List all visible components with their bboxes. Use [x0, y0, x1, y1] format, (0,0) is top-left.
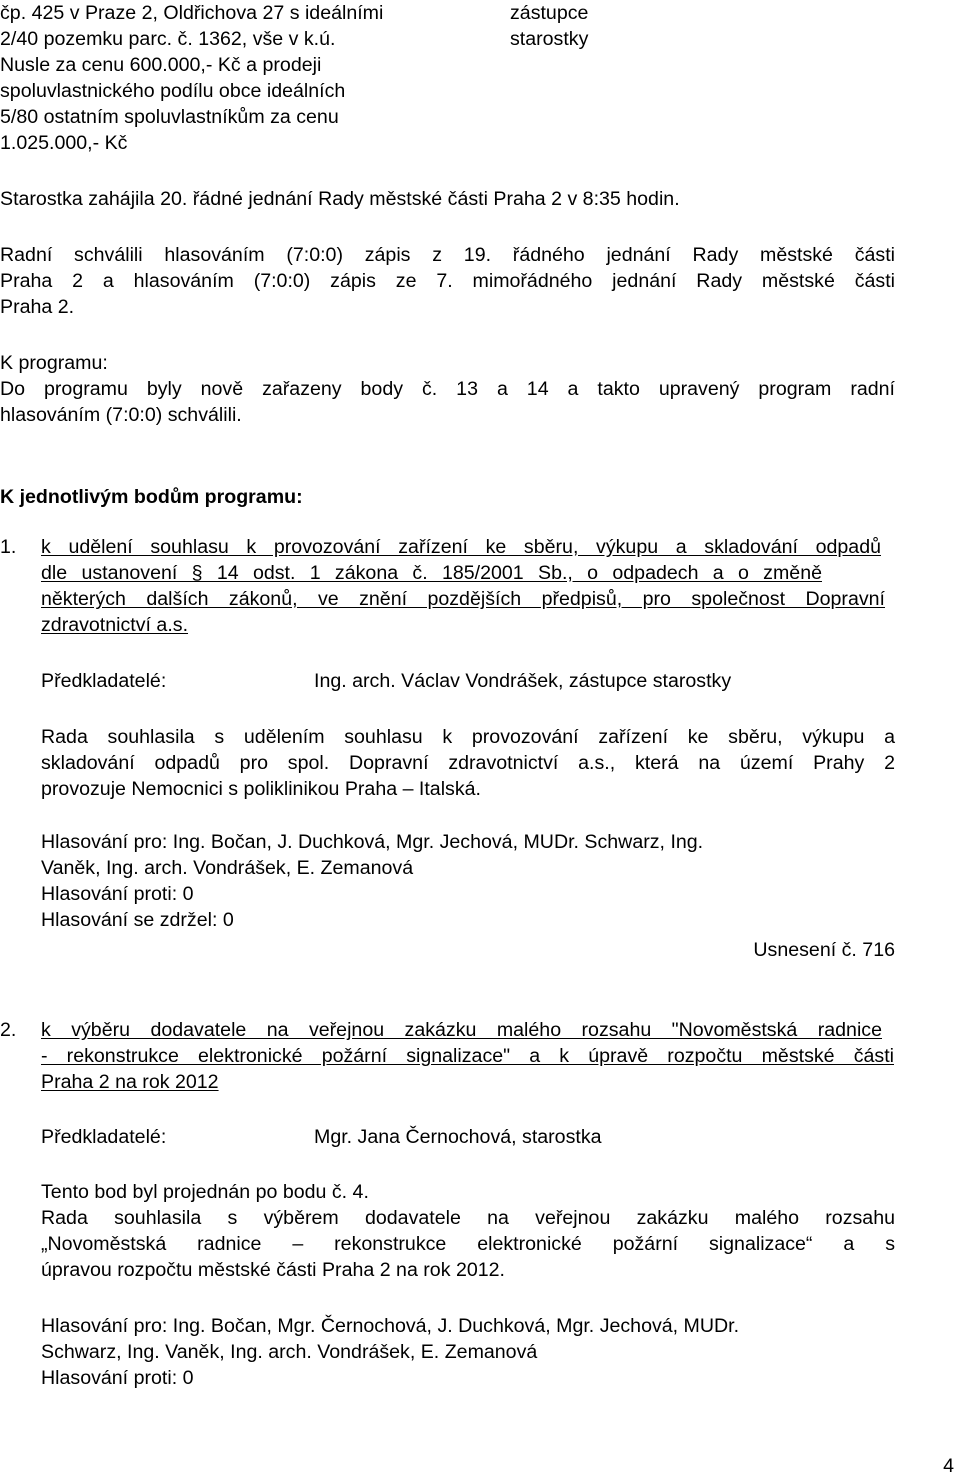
item2-number: 2.	[0, 1019, 17, 1041]
top-right-line: zástupce	[510, 2, 589, 24]
item2-note: Tento bod byl projednán po bodu č. 4.	[41, 1181, 369, 1203]
item1-votes-abstain: Hlasování se zdržel: 0	[41, 909, 234, 931]
program-line: hlasováním (7:0:0) schválili.	[0, 404, 242, 426]
program-heading: K programu:	[0, 352, 108, 374]
item2-presenter: Mgr. Jana Černochová, starostka	[314, 1126, 602, 1148]
item1-votes-for-line: Vaněk, Ing. arch. Vondrášek, E. Zemanová	[41, 857, 414, 879]
item1-resolution-line: skladování odpadů pro spol. Dopravní zdravotnictví a.s., která na území Prahy 2	[41, 752, 895, 774]
minutes-line: Praha 2.	[0, 296, 75, 318]
top-line: 1.025.000,- Kč	[0, 132, 128, 154]
top-line: 2/40 pozemku parc. č. 1362, vše v k.ú.	[0, 28, 336, 50]
item2-resolution-line: „Novoměstská radnice – rekonstrukce elektronické požární signalizace“ a s	[41, 1233, 895, 1255]
page-number: 4	[943, 1455, 954, 1477]
item1-presenter-label: Předkladatelé:	[41, 670, 167, 692]
item2-presenter-label: Předkladatelé:	[41, 1126, 167, 1148]
items-heading: K jednotlivým bodům programu:	[0, 486, 303, 508]
item1-resolution-number: Usnesení č. 716	[753, 939, 895, 961]
program-line: Do programu byly nově zařazeny body č. 13 a 14 a takto upravený program radní	[0, 378, 895, 400]
item1-title-line: k udělení souhlasu k provozování zařízení ke sběru, výkupu a skladování odpadů	[41, 536, 881, 558]
item1-number: 1.	[0, 536, 17, 558]
top-line: Nusle za cenu 600.000,- Kč a prodeji	[0, 54, 322, 76]
item1-votes-for-line: Hlasování pro: Ing. Bočan, J. Duchková, Mgr. Jechová, MUDr. Schwarz, Ing.	[41, 831, 704, 853]
item2-votes-for-line: Schwarz, Ing. Vaněk, Ing. arch. Vondrášek, E. Zemanová	[41, 1341, 538, 1363]
item2-resolution-line: Rada souhlasila s výběrem dodavatele na veřejnou zakázku malého rozsahu	[41, 1207, 895, 1229]
item1-title-line: některých dalších zákonů, ve znění pozdějších předpisů, pro společnost Dopravní	[41, 588, 885, 610]
item2-title-line: Praha 2 na rok 2012	[41, 1071, 219, 1093]
item2-title-line: k výběru dodavatele na veřejnou zakázku malého rozsahu "Novoměstská radnice	[41, 1019, 882, 1041]
item2-title-line: - rekonstrukce elektronické požární signalizace" a k úpravě rozpočtu městské části	[41, 1045, 894, 1067]
minutes-line: Praha 2 a hlasováním (7:0:0) zápis ze 7. mimořádného jednání Rady městské části	[0, 270, 895, 292]
item2-resolution-line: úpravou rozpočtu městské části Praha 2 na rok 2012.	[41, 1259, 505, 1281]
item1-presenter: Ing. arch. Václav Vondrášek, zástupce starostky	[314, 670, 732, 692]
top-line: 5/80 ostatním spoluvlastníkům za cenu	[0, 106, 339, 128]
minutes-line: Radní schválili hlasováním (7:0:0) zápis z 19. řádného jednání Rady městské části	[0, 244, 895, 266]
item1-resolution-line: provozuje Nemocnici s poliklinikou Praha – Italská.	[41, 778, 481, 800]
top-line: spoluvlastnického podílu obce ideálních	[0, 80, 346, 102]
top-line: čp. 425 v Praze 2, Oldřichova 27 s ideálními	[0, 2, 384, 24]
top-right-line: starostky	[510, 28, 589, 50]
item1-votes-against: Hlasování proti: 0	[41, 883, 194, 905]
item2-votes-against: Hlasování proti: 0	[41, 1367, 194, 1389]
opening-statement: Starostka zahájila 20. řádné jednání Rady městské části Praha 2 v 8:35 hodin.	[0, 188, 680, 210]
item2-votes-for-line: Hlasování pro: Ing. Bočan, Mgr. Černochová, J. Duchková, Mgr. Jechová, MUDr.	[41, 1315, 740, 1337]
item1-title-line: zdravotnictví a.s.	[41, 614, 189, 636]
item1-resolution-line: Rada souhlasila s udělením souhlasu k provozování zařízení ke sběru, výkupu a	[41, 726, 895, 748]
item1-title-line: dle ustanovení § 14 odst. 1 zákona č. 185/2001 Sb., o odpadech a o změně	[41, 562, 822, 584]
